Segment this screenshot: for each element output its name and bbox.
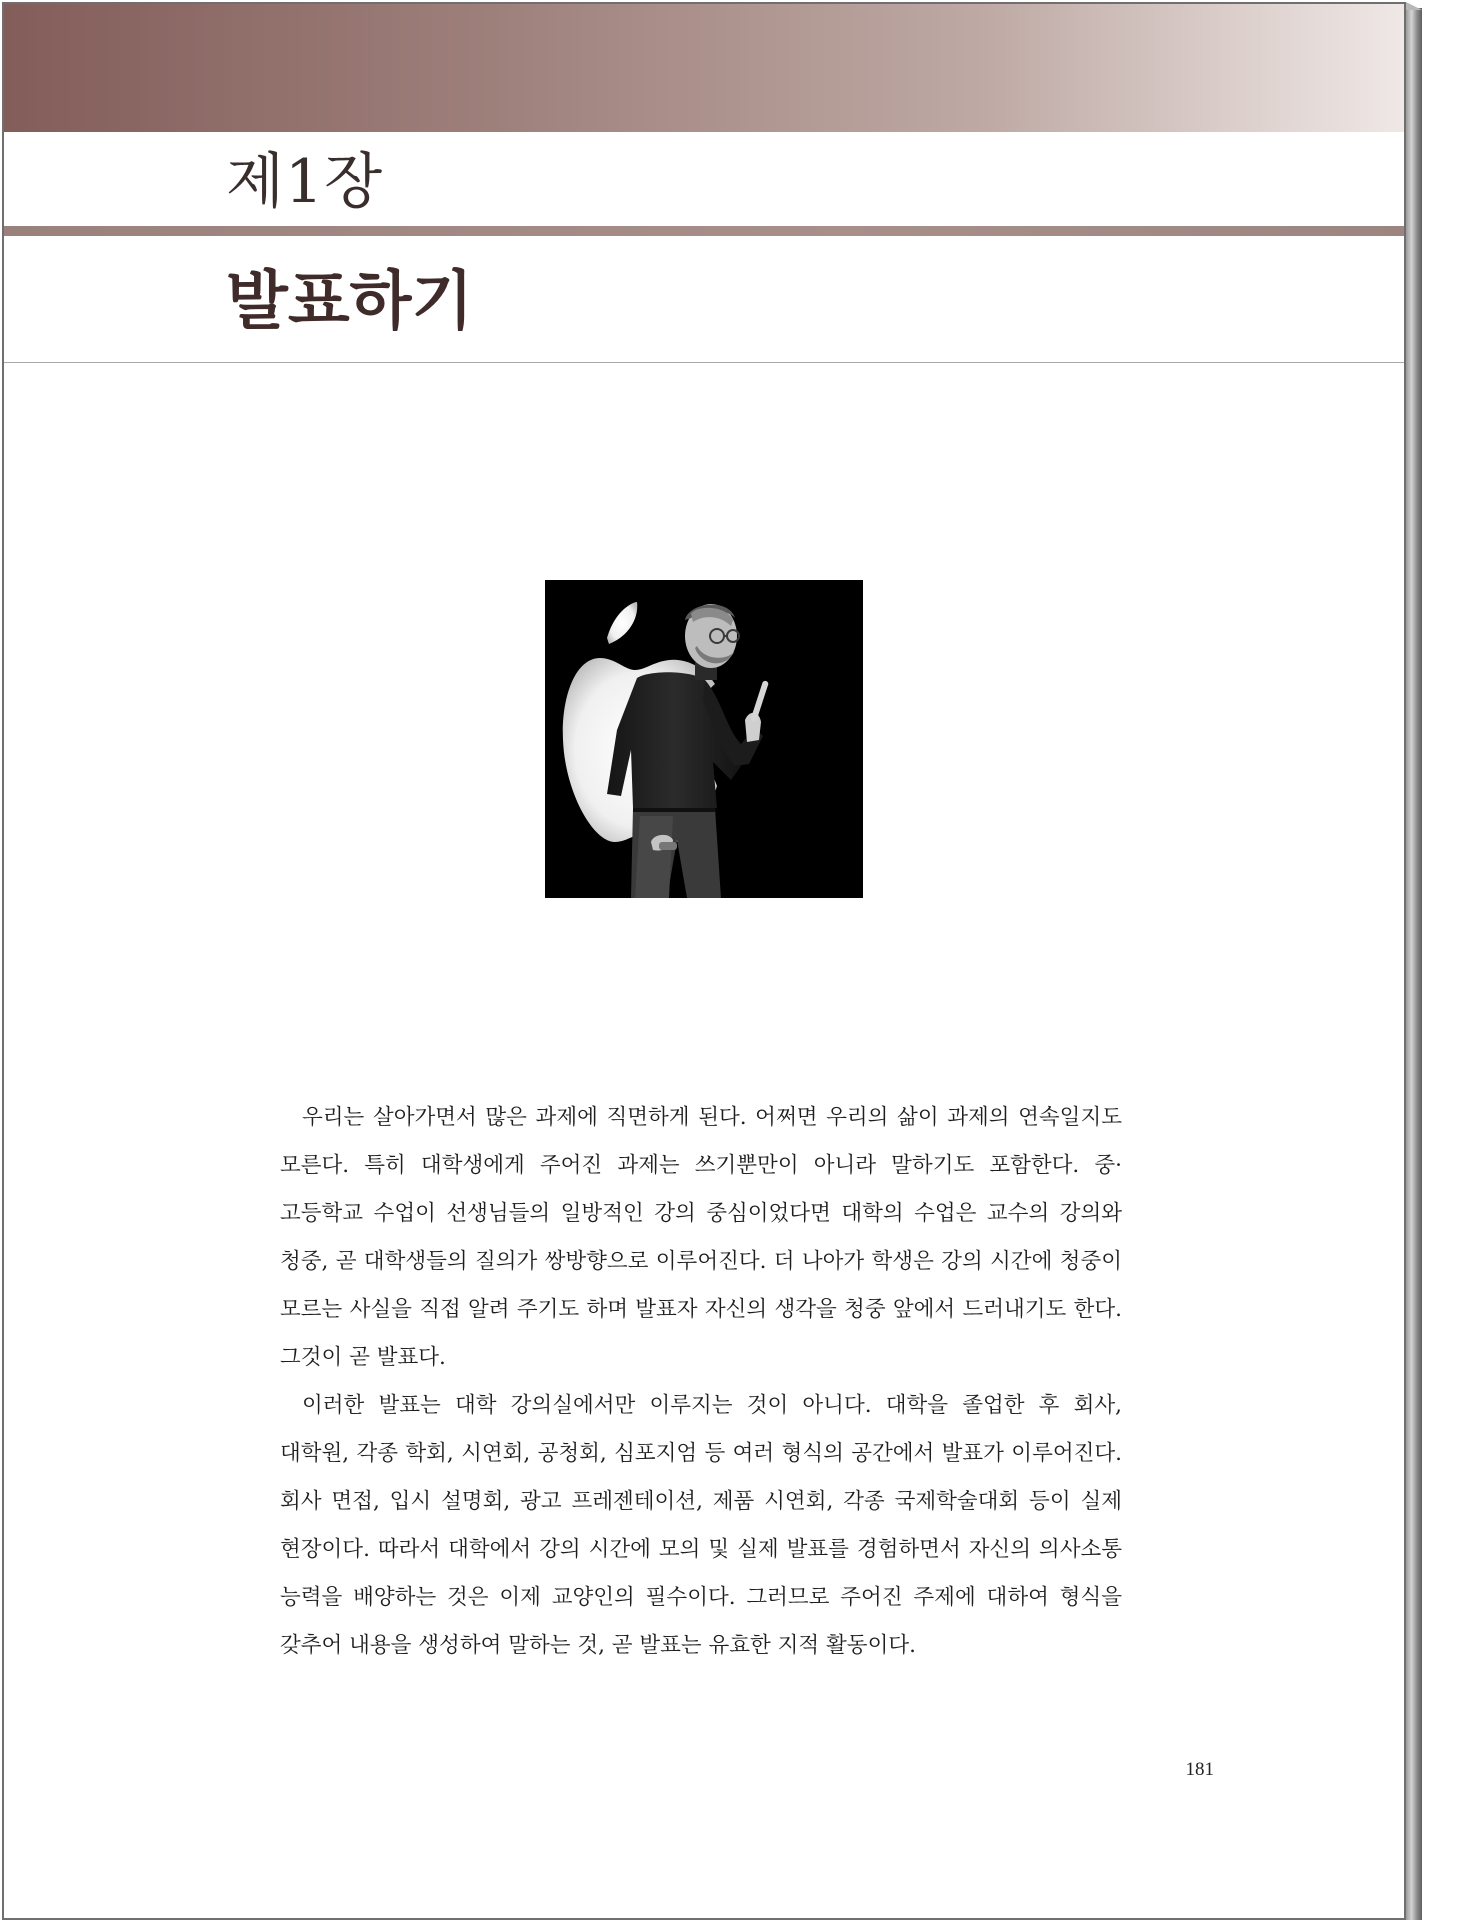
page-number: 181 — [1185, 1759, 1214, 1780]
chapter-title: 발표하기 — [226, 265, 474, 339]
page-edge-shadow — [1406, 8, 1422, 1920]
chapter-divider-band — [4, 226, 1404, 236]
page-edge-fold — [1406, 2, 1422, 10]
chapter-number: 제1장 — [226, 147, 384, 217]
paragraph-1: 우리는 살아가면서 많은 과제에 직면하게 된다. 어쩌면 우리의 삶이 과제의 연속일지도 모른다. 특히 대학생에게 주어진 과제는 쓰기뿐만이 아니라 말하기도 포함한다. 중·고등학교 수업이 선생님들의 일방적인 강의 중심이었다면 대학의 수업은 교수의 강의와 청중, 곧 대학생들의 질의가 쌍방향으로 이루어진다. 더 나아가 학생은 강의 시간에 청중이 모르는 사실을 직접 알려 주기도 하며 발표자 자신의 생각을 청중 앞에서 드러내기도 한다. 그것이 곧 발표다. — [280, 1105, 1122, 1370]
presenter-with-apple-logo-icon — [545, 580, 863, 898]
body-text — [280, 1094, 1122, 1670]
paragraph-2: 이러한 발표는 대학 강의실에서만 이루지는 것이 아니다. 대학을 졸업한 후 회사, 대학원, 각종 학회, 시연회, 공청회, 심포지엄 등 여러 형식의 공간에서 발표가 이루어진다. 회사 면접, 입시 설명회, 광고 프레젠테이션, 제품 시연회, 각종 국제학술대회 등이 실제 현장이다. 따라서 대학에서 강의 시간에 모의 및 실제 발표를 경험하면서 자신의 의사소통 능력을 배양하는 것은 이제 교양인의 필수이다. 그러므로 주어진 주제에 대하여 형식을 갖추어 내용을 생성하여 말하는 것, 곧 발표는 유효한 지적 활동이다. — [280, 1393, 1122, 1658]
header-color-band — [4, 4, 1404, 132]
title-rule — [4, 362, 1404, 363]
book-page — [2, 2, 1406, 1920]
presenter-photo — [545, 580, 863, 898]
